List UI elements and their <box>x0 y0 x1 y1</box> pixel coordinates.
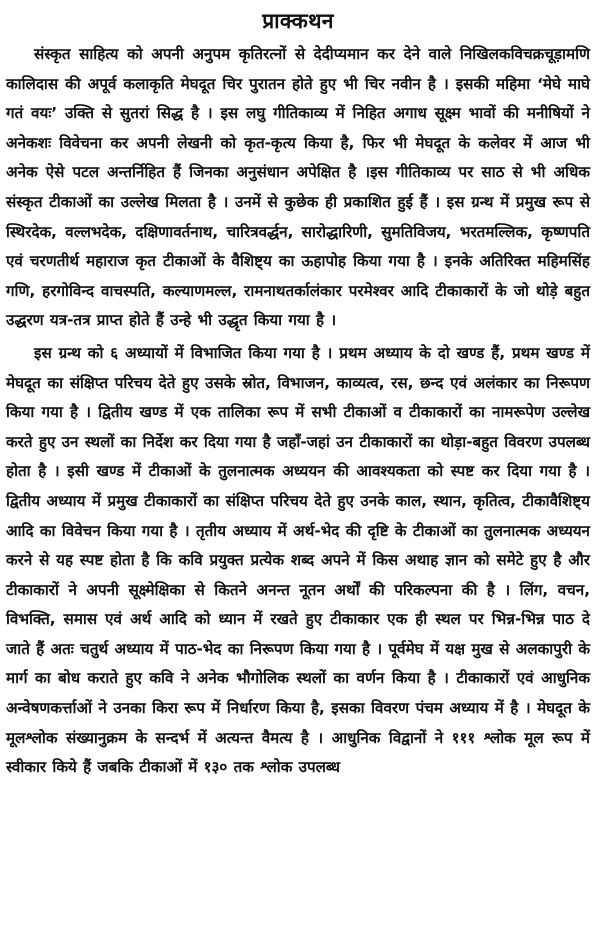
paragraph-introduction: संस्कृत साहित्य को अपनी अनुपम कृतिरत्नों से देदीप्यमान कर देने वाले निखिलकविचक्रचूड़ामणि कालिदास की अपूर्व कलाकृति मेघदूत चिर पुरातन होते हुए भी चिर नवीन है । इसकी महिमा ‘मेघे माघे गतं वयः’ उक्ति से सुतरां सिद्ध है । इस लघु गीतिकाव्य में निहित अगाध सूक्ष्म भावों की मनीषियों ने अनेकशः विवेचना कर अपनी लेखनी को कृत-कृत्य किया है, फिर भी मेघदूत के कलेवर में आज भी अनेक ऐसे पटल अन्तर्निहित हैं जिनका अनुसंधान अपेक्षित है ।इस गीतिकाव्य पर साठ से भी अधिक संस्कृत टीकाओं का उल्लेख मिलता है । उनमें से कुछेक ही प्रकाशित हुई हैं । इस ग्रन्थ में प्रमुख रूप से स्थिरदेक, वल्लभदेक, दक्षिणावर्तनाथ, चारित्रवर्द्धन, सारोद्धारिणी, सुमतिविजय, भरतमल्लिक, कृष्णपति एवं चरणतीर्थ महाराज कृत टीकाओं के वैशिष्ट्य का ऊहापोह किया गया है । इनके अतिरिक्त महिमसिंह गणि, हरगोविन्द वाचस्पति, कल्याणमल्ल, रामनाथतर्कालंकार परमेश्वर आदि टीकाकारों के जो थोड़े बहुत उद्धरण यत्र-तत्र प्राप्त होते हैं उन्हे भी उद्धृत किया गया है । <box>6 45 590 330</box>
page-title: प्राक्कथन <box>262 9 334 33</box>
paragraph-chapter-overview: इस ग्रन्थ को ६ अध्यायों में विभाजित किया गया है । प्रथम अध्याय के दो खण्ड हैं, प्रथम खण्ड में मेघदूत का संक्षिप्त परिचय देते हुए उसके स्रोत, विभाजन, काव्यत्व, रस, छन्द एवं अलंकार का निरूपण किया गया है । द्वितीय खण्ड में एक तालिका रूप में सभी टीकाओं व टीकाकारों का नामरूपेण उल्लेख करते हुए उन स्थलों का निर्देश कर दिया गया है जहाँ-जहां उन टीकाकारों का थोड़ा-बहुत विवरण उपलब्ध होता है । इसी खण्ड में टीकाओं के तुलनात्मक अध्ययन की आवश्यकता को स्पष्ट कर दिया गया है । द्वितीय अध्याय में प्रमुख टीकाकारों का संक्षिप्त परिचय देते हुए उनके काल, स्थान, कृतित्व, टीकावैशिष्ट्य आदि का विवेचन किया गया है । तृतीय अध्याय में अर्थ-भेद की दृष्टि के टीकाओं का तुलनात्मक अध्ययन करने से यह स्पष्ट होता है कि कवि प्रयुक्त प्रत्येक शब्द अपने में किस अथाह ज्ञान को समेटे हुए है और टीकाकारों ने अपनी सूक्ष्मेक्षिका से कितने अनन्त नूतन अर्थों की परिकल्पना की है । लिंग, वचन, विभक्ति, समास एवं अर्थ आदि को ध्यान में रखते हुए टीकाकार एक ही स्थल पर भिन्न-भिन्न पाठ दे जाते हैं अतः चतुर्थ अध्याय में पाठ-भेद का निरूपण किया गया है । पूर्वमेघ में यक्ष मुख से अलकापुरी के मार्ग का बोध कराते हुए कवि ने अनेक भौगोलिक स्थलों का वर्णन किया है । टीकाकारों एवं आधुनिक अन्वेषणकर्त्ताओं ने उनका किरा रूप में निर्धारण किया है, इसका विवरण पंचम अध्याय में है । मेघदूत के मूलश्लोक संख्यानुक्रम के सन्दर्भ में अत्यन्त वैमत्य है । आधुनिक विद्वानों ने १११ श्लोक मूल रूप में स्वीकार किये हैं जबकि टीकाओं में १३० तक श्लोक उपलब्ध <box>6 343 590 777</box>
